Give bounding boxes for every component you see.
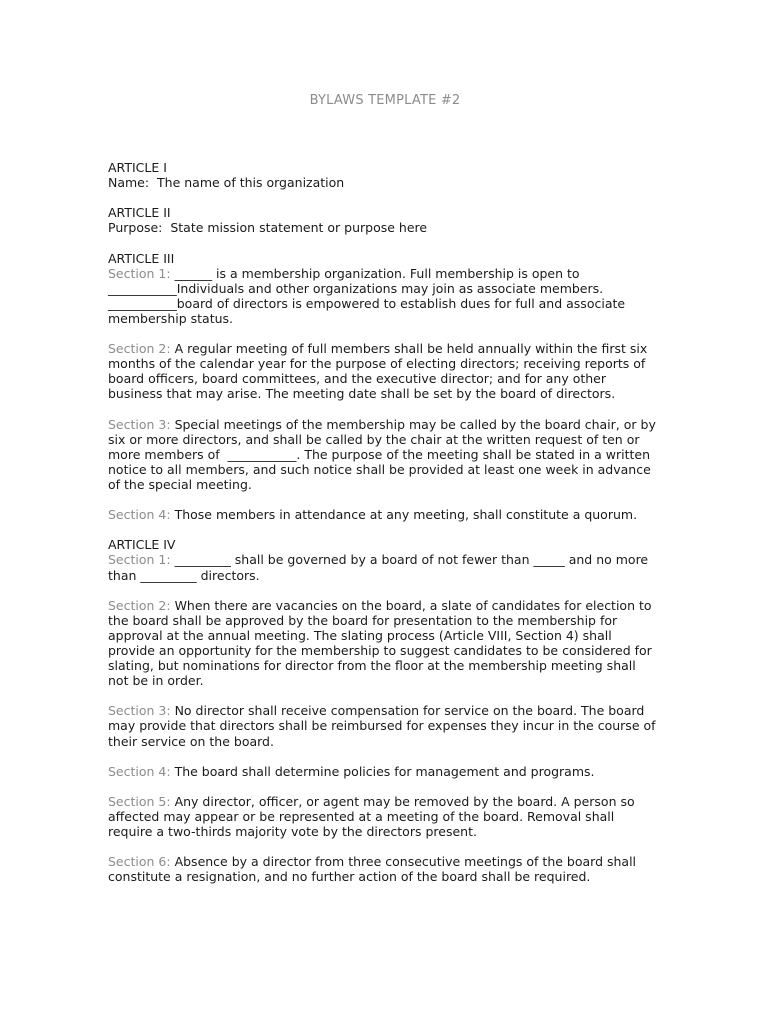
section-text-line: more members of ___________. The purpose of the meeting shall be stated in a written (108, 446, 651, 462)
section-text-line: approval at the annual meeting. The slating process (Article VIII, Section 4) shall (108, 627, 612, 643)
section-text: Special meetings of the membership may be called by the board chair, or by (170, 416, 656, 432)
section-text-line: six or more directors, and shall be called by the chair at the written request of ten or (108, 431, 640, 447)
section-first-line (108, 764, 668, 779)
section-first-line (108, 417, 668, 432)
section-label: Section 2: (108, 341, 171, 357)
section-label: Section 3: (108, 703, 171, 719)
article-4 (108, 537, 668, 884)
article-3 (108, 251, 668, 523)
section-label: Section 4: (108, 763, 171, 779)
section-first-line (108, 703, 668, 718)
article-heading: ARTICLE III (108, 250, 175, 266)
section-block (108, 598, 668, 689)
section-label: Section 5: (108, 793, 171, 809)
document-body (108, 160, 668, 900)
document-title: BYLAWS TEMPLATE #2 (309, 93, 461, 108)
section-text-line: may provide that directors shall be reimbursed for expenses they incur in the course of (108, 718, 656, 734)
section-block (108, 341, 668, 401)
section-text-line: ___________Individuals and other organizations may join as associate members. (108, 280, 604, 296)
section-text: A regular meeting of full members shall be held annually within the first six (170, 341, 648, 357)
section-text-line: board officers, board committees, and the executive director; and for any other (108, 371, 607, 387)
article-text: Name: The name of this organization (108, 175, 345, 191)
section-text-line: membership status. (108, 310, 234, 326)
section-text: Any director, officer, or agent may be removed by the board. A person so (170, 793, 635, 809)
section-text: When there are vacancies on the board, a slate of candidates for election to (170, 597, 652, 613)
section-text-line: the board shall be approved by the board for presentation to the membership for (108, 612, 618, 628)
section-first-line (108, 854, 668, 869)
section-text: _________ shall be governed by a board of not fewer than _____ and no more (170, 552, 649, 568)
section-label: Section 2: (108, 597, 171, 613)
section-first-line (108, 794, 668, 809)
section-block (108, 854, 668, 884)
section-block (108, 552, 668, 582)
section-label: Section 1: (108, 552, 171, 568)
article-heading: ARTICLE IV (108, 537, 176, 553)
section-text-line: their service on the board. (108, 733, 274, 749)
section-text-line: notice to all members, and such notice shall be provided at least one week in advance (108, 461, 651, 477)
section-block (108, 764, 668, 779)
section-text: No director shall receive compensation for service on the board. The board (170, 703, 645, 719)
section-text-line: business that may arise. The meeting date shall be set by the board of directors. (108, 386, 616, 402)
article-3-sections (108, 266, 668, 523)
section-block (108, 507, 668, 522)
section-text: The board shall determine policies for management and programs. (170, 763, 595, 779)
section-text-line: of the special meeting. (108, 476, 252, 492)
section-label: Section 6: (108, 854, 171, 870)
section-text: ______ is a membership organization. Full membership is open to (170, 265, 580, 281)
section-text-line: require a two-thirds majority vote by the directors present. (108, 824, 477, 840)
article-heading: ARTICLE II (108, 205, 171, 221)
section-text-line: slating, but nominations for director from the floor at the membership meeting shall (108, 658, 636, 674)
section-text-line: constitute a resignation, and no further action of the board shall be required. (108, 869, 591, 885)
section-label: Section 4: (108, 507, 171, 523)
section-first-line (108, 266, 668, 281)
section-text: Those members in attendance at any meeting, shall constitute a quorum. (170, 507, 638, 523)
article-4-sections (108, 552, 668, 884)
section-block (108, 703, 668, 748)
section-first-line (108, 598, 668, 613)
article-heading: ARTICLE I (108, 160, 167, 175)
section-block (108, 794, 668, 839)
section-text-line: provide an opportunity for the membership to suggest candidates to be considered for (108, 643, 652, 658)
article-text: Purpose: State mission statement or purpose here (108, 220, 428, 236)
section-text-line: months of the calendar year for the purpose of electing directors; receiving reports of (108, 356, 646, 372)
article-1 (108, 160, 668, 190)
section-block (108, 417, 668, 492)
section-text-line: than _________ directors. (108, 567, 260, 583)
article-2 (108, 205, 668, 235)
section-first-line (108, 341, 668, 356)
section-label: Section 1: (108, 265, 171, 281)
section-first-line (108, 552, 668, 567)
section-text: Absence by a director from three consecutive meetings of the board shall (170, 854, 637, 870)
section-text-line: ___________board of directors is empowered to establish dues for full and associate (108, 295, 626, 311)
section-text-line: not be in order. (108, 673, 204, 689)
section-text-line: affected may appear or be represented at a meeting of the board. Removal shall (108, 809, 615, 825)
section-label: Section 3: (108, 416, 171, 432)
section-first-line (108, 507, 668, 522)
section-block (108, 266, 668, 326)
